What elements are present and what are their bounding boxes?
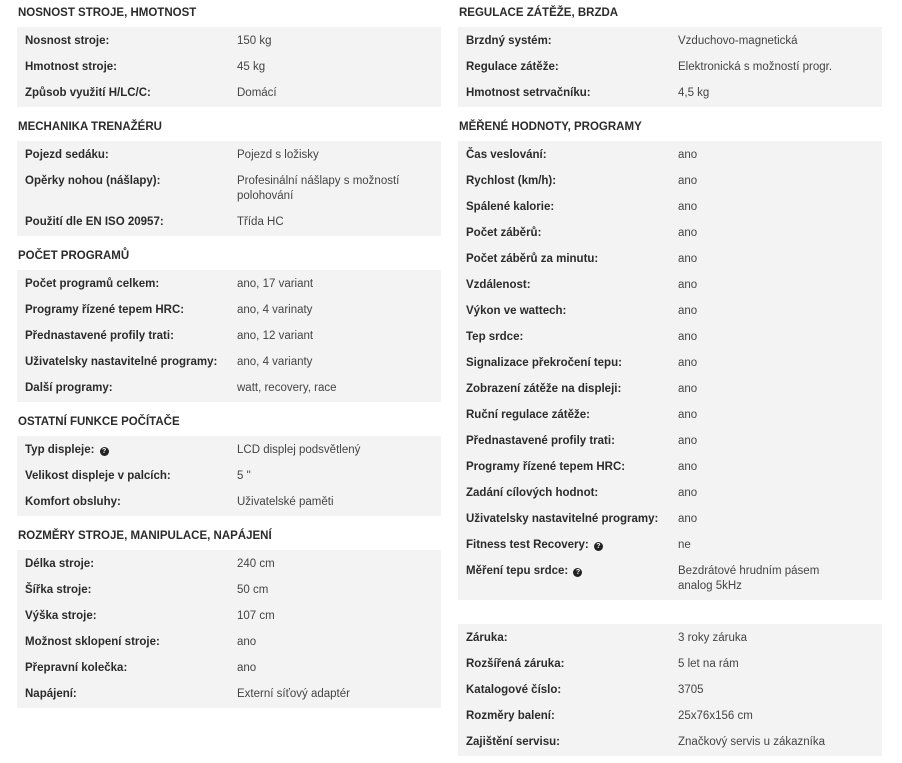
spec-label: Opěrky nohou (nášlapy): (25, 175, 161, 187)
section-title-mechanika-trenazeru: MECHANIKA TRENAŽÉRU (18, 121, 162, 133)
spec-row (458, 55, 882, 81)
spec-label-cell (458, 624, 678, 652)
spec-value: ano (678, 331, 698, 343)
spec-row (458, 455, 882, 481)
spec-label-cell (458, 141, 678, 169)
spec-table-rozmery-stroje-manipulace-napajeni (17, 550, 441, 708)
spec-label: Katalogové číslo: (466, 684, 562, 696)
spec-value: Profesinální nášlapy s možností polohování (237, 175, 400, 202)
spec-value: Pojezd s ložisky (237, 149, 319, 161)
spec-row (458, 652, 882, 678)
section-title-pocet-programu: POČET PROGRAMŮ (18, 250, 130, 262)
spec-row (458, 195, 882, 221)
section-title-regulace-zateze-brzda: REGULACE ZÁTĚŽE, BRZDA (459, 7, 619, 19)
section-title-ostatni-funkce-pocitace: OSTATNÍ FUNKCE POČÍTAČE (18, 416, 180, 428)
spec-value: Domácí (237, 87, 277, 99)
spec-label-cell (458, 652, 678, 678)
spec-row (458, 81, 882, 107)
spec-label: Uživatelsky nastavitelné programy: (25, 356, 218, 368)
spec-label: Záruka: (466, 632, 508, 644)
spec-label-cell (17, 324, 237, 350)
spec-table-nosnost-stroje-hmotnost (17, 27, 441, 107)
spec-value: ano (678, 253, 698, 265)
spec-label: Napájení: (25, 688, 77, 700)
spec-value: Vzduchovo-magnetická (678, 35, 798, 47)
spec-row (17, 169, 441, 210)
spec-label: Měření tepu srdce: (466, 565, 569, 577)
spec-label: Přepravní kolečka: (25, 662, 128, 674)
spec-row (458, 351, 882, 377)
spec-value: ano (678, 201, 698, 213)
spec-row (458, 678, 882, 704)
spec-label-cell (17, 604, 237, 630)
spec-label: Délka stroje: (25, 558, 95, 570)
spec-value: ano (678, 149, 698, 161)
spec-label-cell (458, 559, 678, 600)
spec-label-cell (17, 350, 237, 376)
spec-value: 50 cm (237, 584, 269, 596)
spec-label-cell (458, 403, 678, 429)
spec-label-cell (17, 270, 237, 298)
spec-label: Programy řízené tepem HRC: (466, 461, 626, 473)
spec-label: Uživatelsky nastavitelné programy: (466, 513, 659, 525)
spec-label: Ruční regulace zátěže: (466, 409, 590, 421)
spec-value: ano (678, 279, 698, 291)
spec-value: Externí síťový adaptér (237, 688, 350, 700)
spec-row (458, 481, 882, 507)
spec-value: ano (678, 409, 698, 421)
spec-label-cell (17, 55, 237, 81)
spec-row (458, 533, 882, 559)
spec-row (17, 464, 441, 490)
spec-value: ano, 12 variant (237, 330, 314, 342)
section-title-nosnost-stroje-hmotnost: NOSNOST STROJE, HMOTNOST (18, 7, 197, 19)
spec-label-cell (458, 81, 678, 107)
spec-label: Rozšířená záruka: (466, 658, 565, 670)
spec-value: ano (678, 305, 698, 317)
spec-row (458, 429, 882, 455)
spec-label-cell (17, 210, 237, 236)
spec-value: LCD displej podsvětlený (237, 444, 361, 456)
spec-value: Značkový servis u zákazníka (678, 736, 826, 748)
spec-label: Počet programů celkem: (25, 278, 160, 290)
spec-label-cell (458, 27, 678, 55)
spec-label: Přednastavené profily trati: (25, 330, 174, 342)
spec-label: Rychlost (km/h): (466, 175, 557, 187)
spec-value: Třída HC (237, 216, 284, 228)
spec-table-merene-hodnoty-programy (458, 141, 882, 600)
spec-row (458, 221, 882, 247)
spec-value: ano, 4 varinaty (237, 304, 313, 316)
spec-value: Elektronická s možností progr. (678, 61, 833, 73)
spec-label-cell (458, 221, 678, 247)
spec-label: Nosnost stroje: (25, 35, 110, 47)
spec-row (458, 403, 882, 429)
spec-label: Počet záběrů: (466, 227, 542, 239)
spec-label-cell (458, 325, 678, 351)
spec-label-cell (458, 678, 678, 704)
spec-row (17, 55, 441, 81)
spec-row (17, 656, 441, 682)
spec-label-cell (17, 141, 237, 169)
help-icon[interactable]: ? (594, 542, 603, 551)
spec-label: Šířka stroje: (25, 584, 92, 596)
spec-label: Způsob využití H/LC/C: (25, 87, 151, 99)
section-title-merene-hodnoty-programy: MĚŘENÉ HODNOTY, PROGRAMY (459, 121, 642, 133)
spec-value: ano, 17 variant (237, 278, 314, 290)
spec-label-cell (17, 376, 237, 402)
spec-label: Výška stroje: (25, 610, 97, 622)
spec-row (458, 624, 882, 652)
spec-value: ano (678, 383, 698, 395)
spec-value: ano (237, 662, 257, 674)
spec-value: Uživatelské paměti (237, 496, 334, 508)
spec-row (458, 730, 882, 756)
spec-row (17, 27, 441, 55)
spec-label-cell (17, 169, 237, 210)
help-icon[interactable]: ? (573, 568, 582, 577)
spec-label-cell (458, 429, 678, 455)
spec-row (17, 630, 441, 656)
spec-label-cell (17, 298, 237, 324)
spec-row (458, 559, 882, 600)
spec-label: Přednastavené profily trati: (466, 435, 615, 447)
spec-label: Regulace zátěže: (466, 61, 559, 73)
spec-row (17, 682, 441, 708)
spec-label-cell (458, 377, 678, 403)
spec-row (17, 324, 441, 350)
spec-row (17, 210, 441, 236)
spec-label-cell (458, 455, 678, 481)
spec-label: Rozměry balení: (466, 710, 555, 722)
spec-label-cell (458, 507, 678, 533)
spec-row (458, 507, 882, 533)
spec-label-cell (17, 27, 237, 55)
spec-row (458, 299, 882, 325)
spec-value: ano (678, 227, 698, 239)
spec-table-regulace-zateze-brzda (458, 27, 882, 107)
spec-label-cell (17, 656, 237, 682)
spec-row (17, 298, 441, 324)
spec-label: Použití dle EN ISO 20957: (25, 216, 164, 228)
spec-label: Vzdálenost: (466, 279, 531, 291)
section-spacer (458, 607, 882, 624)
spec-label: Spálené kalorie: (466, 201, 555, 213)
spec-label: Zobrazení zátěže na displeji: (466, 383, 622, 395)
spec-row (458, 325, 882, 351)
spec-table-mechanika-trenazeru (17, 141, 441, 236)
spec-label: Pojezd sedáku: (25, 149, 109, 161)
spec-label-cell (17, 682, 237, 708)
spec-label-cell (17, 464, 237, 490)
spec-value: 45 kg (237, 61, 266, 73)
spec-row (17, 436, 441, 464)
spec-value: 5 " (237, 470, 251, 482)
spec-label-cell (458, 299, 678, 325)
spec-row (458, 141, 882, 169)
spec-label-cell (458, 730, 678, 756)
spec-value: 240 cm (237, 558, 275, 570)
spec-row (17, 141, 441, 169)
spec-label-cell (458, 533, 678, 559)
spec-label: Hmotnost setrvačníku: (466, 87, 591, 99)
spec-row (458, 377, 882, 403)
spec-label: Hmotnost stroje: (25, 61, 117, 73)
spec-label-cell (17, 436, 237, 464)
spec-value: ano (678, 175, 698, 187)
spec-label: Fitness test Recovery: (466, 539, 589, 551)
spec-label: Velikost displeje v palcích: (25, 470, 171, 482)
spec-value: ano, 4 varianty (237, 356, 313, 368)
spec-row (458, 247, 882, 273)
spec-label-cell (17, 81, 237, 107)
spec-row (17, 376, 441, 402)
spec-label: Zadání cílových hodnot: (466, 487, 599, 499)
spec-label: Tep srdce: (466, 331, 524, 343)
spec-label: Signalizace překročení tepu: (466, 357, 622, 369)
spec-value: watt, recovery, race (237, 382, 337, 394)
section-title-rozmery-stroje-manipulace-napajeni: ROZMĚRY STROJE, MANIPULACE, NAPÁJENÍ (18, 530, 272, 542)
spec-label: Typ displeje: (25, 444, 95, 456)
spec-row (17, 270, 441, 298)
spec-value: Bezdrátové hrudním pásem analog 5kHz (678, 565, 820, 592)
spec-label: Brzdný systém: (466, 35, 552, 47)
spec-value: ano (678, 435, 698, 447)
spec-table-pocet-programu (17, 270, 441, 402)
spec-row (17, 81, 441, 107)
spec-row (17, 350, 441, 376)
spec-row (458, 169, 882, 195)
spec-label: Výkon ve wattech: (466, 305, 567, 317)
spec-label: Komfort obsluhy: (25, 496, 121, 508)
spec-value: 150 kg (237, 35, 272, 47)
right-spec-column (458, 0, 882, 763)
spec-row (17, 578, 441, 604)
spec-label: Zajištění servisu: (466, 736, 560, 748)
spec-value: 3705 (678, 684, 704, 696)
spec-label: Programy řízené tepem HRC: (25, 304, 185, 316)
spec-label-cell (458, 704, 678, 730)
spec-label-cell (458, 481, 678, 507)
spec-value: 25x76x156 cm (678, 710, 753, 722)
spec-label-cell (458, 273, 678, 299)
spec-label-cell (458, 247, 678, 273)
spec-label-cell (17, 630, 237, 656)
spec-value: 5 let na rám (678, 658, 739, 670)
spec-value: ano (237, 636, 257, 648)
spec-value: ano (678, 513, 698, 525)
spec-label-cell (458, 195, 678, 221)
spec-label: Čas veslování: (466, 149, 547, 161)
spec-row (458, 27, 882, 55)
spec-label: Další programy: (25, 382, 113, 394)
spec-label-cell (458, 169, 678, 195)
spec-value: 3 roky záruka (678, 632, 748, 644)
spec-label-cell (17, 550, 237, 578)
spec-label-cell (458, 55, 678, 81)
spec-value: 4,5 kg (678, 87, 710, 99)
spec-value: ano (678, 487, 698, 499)
spec-label: Možnost sklopení stroje: (25, 636, 160, 648)
help-icon[interactable]: ? (100, 447, 109, 456)
spec-value: ano (678, 357, 698, 369)
spec-label-cell (17, 490, 237, 516)
spec-label-cell (17, 578, 237, 604)
left-spec-column (17, 0, 441, 715)
spec-row (458, 704, 882, 730)
spec-row (458, 273, 882, 299)
spec-row (17, 604, 441, 630)
spec-table-ostatni-funkce-pocitace (17, 436, 441, 516)
spec-table-warranty (458, 624, 882, 756)
spec-label: Počet záběrů za minutu: (466, 253, 599, 265)
spec-value: ne (678, 539, 691, 551)
spec-row (17, 490, 441, 516)
spec-label-cell (458, 351, 678, 377)
spec-row (17, 550, 441, 578)
spec-value: 107 cm (237, 610, 275, 622)
spec-value: ano (678, 461, 698, 473)
